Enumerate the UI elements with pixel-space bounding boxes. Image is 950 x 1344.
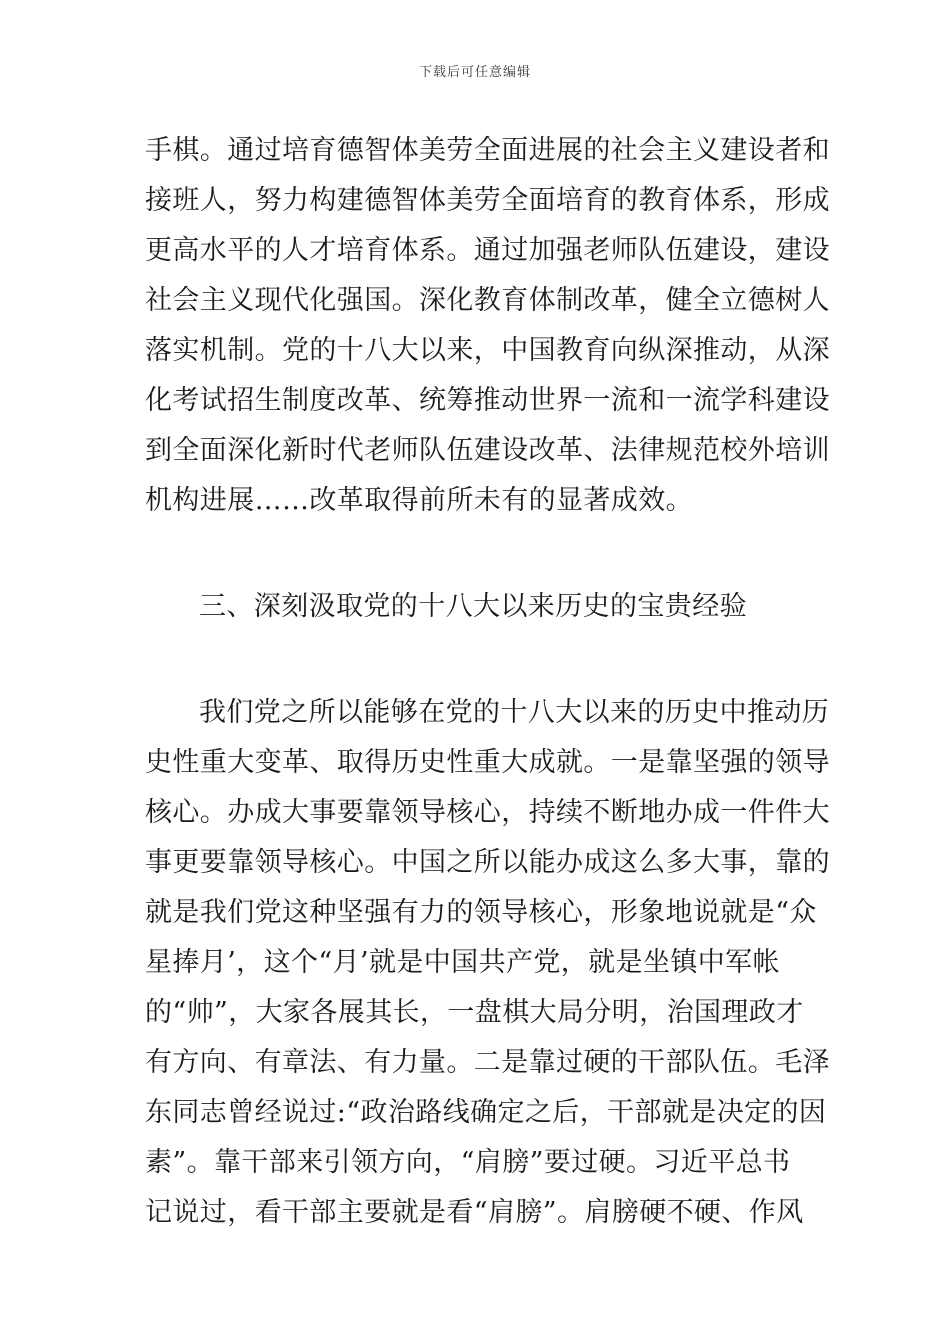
paragraph-line: 机构进展……改革取得前所未有的显著成效。 — [145, 485, 693, 516]
paragraph-spacer — [145, 526, 810, 582]
paragraph-line: 手棋。通过培育德智体美劳全面进展的社会主义建设者和 — [145, 135, 830, 166]
paragraph-spacer — [145, 632, 810, 688]
paragraph-line: 有方向、有章法、有力量。二是靠过硬的干部队伍。毛泽 — [145, 1047, 830, 1078]
section-heading: 三、深刻汲取党的十八大以来历史的宝贵经验 — [199, 591, 747, 622]
paragraph-line: 东同志曾经说过:“政治路线确定之后，干部就是决定的因 — [145, 1097, 827, 1128]
document-body — [145, 126, 830, 1238]
paragraph-line: 接班人，努力构建德智体美劳全面培育的教育体系，形成 — [145, 185, 830, 216]
paragraph-line: 就是我们党这种坚强有力的领导核心，形象地说就是“众 — [145, 897, 817, 928]
paragraph-1 — [145, 126, 830, 526]
page-header: 下载后可任意编辑 — [418, 65, 531, 80]
paragraph-line: 化考试招生制度改革、统筹推动世界一流和一流学科建设 — [145, 385, 830, 416]
paragraph-2 — [145, 688, 830, 1238]
paragraph-line: 到全面深化新时代老师队伍建设改革、法律规范校外培训 — [145, 435, 830, 466]
paragraph-line: 我们党之所以能够在党的十八大以来的历史中推动历 — [199, 697, 830, 728]
paragraph-line: 史性重大变革、取得历史性重大成就。一是靠坚强的领导 — [145, 747, 830, 778]
paragraph-line: 的“帅”，大家各展其长，一盘棋大局分明，治国理政才 — [145, 997, 804, 1028]
paragraph-line: 落实机制。党的十八大以来，中国教育向纵深推动，从深 — [145, 335, 830, 366]
paragraph-line: 核心。办成大事要靠领导核心，持续不断地办成一件件大 — [145, 797, 830, 828]
paragraph-line: 事更要靠领导核心。中国之所以能办成这么多大事，靠的 — [145, 847, 830, 878]
paragraph-line: 记说过，看干部主要就是看“肩膀”。肩膀硬不硬、作风 — [145, 1197, 804, 1228]
paragraph-line: 更高水平的人才培育体系。通过加强老师队伍建设，建设 — [145, 235, 830, 266]
paragraph-line: 社会主义现代化强国。深化教育体制改革，健全立德树人 — [145, 285, 830, 316]
paragraph-line: 素”。靠干部来引领方向，“肩膀”要过硬。习近平总书 — [145, 1147, 791, 1178]
paragraph-line: 星捧月’，这个“月’就是中国共产党，就是坐镇中军帐 — [145, 947, 780, 978]
